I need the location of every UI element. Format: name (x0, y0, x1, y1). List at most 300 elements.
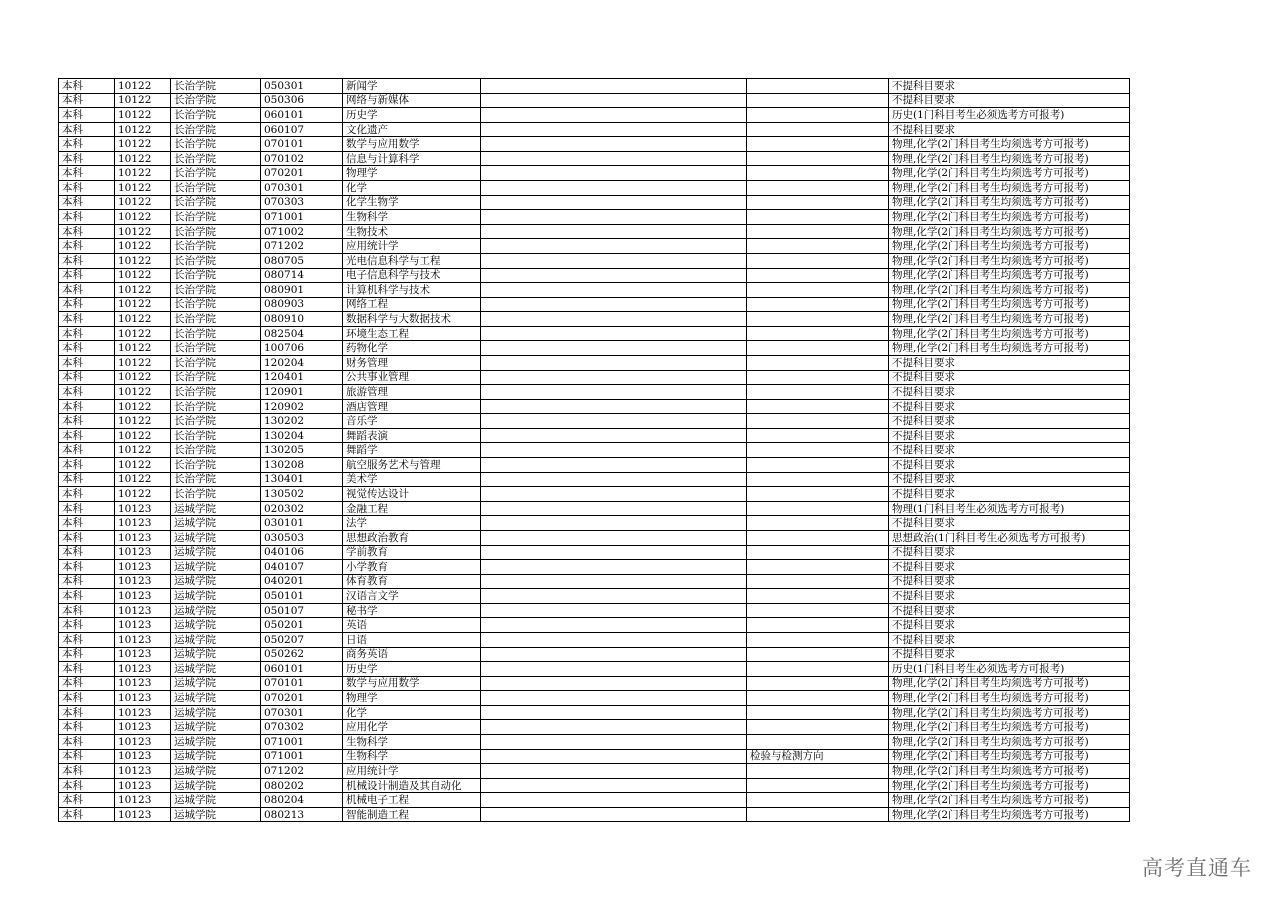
major-name-cell: 化学生物学 (343, 195, 481, 210)
blank-cell (481, 735, 747, 750)
major-code-cell: 070102 (261, 151, 343, 166)
requirement-cell: 不提科目要求 (889, 414, 1130, 429)
direction-cell (747, 181, 889, 196)
school-name-cell: 运城学院 (171, 560, 261, 575)
school-code-cell: 10122 (115, 458, 171, 473)
blank-cell (481, 647, 747, 662)
level-cell: 本科 (59, 151, 115, 166)
direction-cell (747, 662, 889, 677)
major-name-cell: 航空服务艺术与管理 (343, 458, 481, 473)
blank-cell (481, 224, 747, 239)
direction-cell (747, 93, 889, 108)
major-code-cell: 060101 (261, 662, 343, 677)
major-code-cell: 071001 (261, 749, 343, 764)
requirement-cell: 物理,化学(2门科目考生均须选考方可报考) (889, 326, 1130, 341)
school-code-cell: 10122 (115, 268, 171, 283)
table-row (59, 603, 1130, 618)
major-name-cell: 公共事业管理 (343, 370, 481, 385)
blank-cell (481, 764, 747, 779)
level-cell: 本科 (59, 458, 115, 473)
blank-cell (481, 166, 747, 181)
table-row (59, 399, 1130, 414)
direction-cell (747, 268, 889, 283)
table-row (59, 574, 1130, 589)
school-name-cell: 运城学院 (171, 618, 261, 633)
blank-cell (481, 385, 747, 400)
major-code-cell: 050262 (261, 647, 343, 662)
requirement-cell: 不提科目要求 (889, 472, 1130, 487)
table-row (59, 487, 1130, 502)
table-row (59, 210, 1130, 225)
major-code-cell: 120401 (261, 370, 343, 385)
major-name-cell: 汉语言文学 (343, 589, 481, 604)
level-cell: 本科 (59, 647, 115, 662)
major-code-cell: 120204 (261, 355, 343, 370)
direction-cell (747, 807, 889, 822)
level-cell: 本科 (59, 341, 115, 356)
major-name-cell: 应用统计学 (343, 764, 481, 779)
major-name-cell: 应用统计学 (343, 239, 481, 254)
table-row (59, 516, 1130, 531)
blank-cell (481, 268, 747, 283)
school-name-cell: 运城学院 (171, 807, 261, 822)
school-code-cell: 10123 (115, 676, 171, 691)
major-name-cell: 物理学 (343, 691, 481, 706)
requirement-cell: 不提科目要求 (889, 560, 1130, 575)
school-name-cell: 运城学院 (171, 662, 261, 677)
school-name-cell: 长治学院 (171, 297, 261, 312)
school-code-cell: 10122 (115, 297, 171, 312)
direction-cell (747, 297, 889, 312)
school-code-cell: 10123 (115, 720, 171, 735)
level-cell: 本科 (59, 239, 115, 254)
major-name-cell: 生物技术 (343, 224, 481, 239)
school-name-cell: 长治学院 (171, 108, 261, 123)
level-cell: 本科 (59, 691, 115, 706)
direction-cell (747, 122, 889, 137)
blank-cell (481, 691, 747, 706)
level-cell: 本科 (59, 516, 115, 531)
major-name-cell: 金融工程 (343, 501, 481, 516)
blank-cell (481, 210, 747, 225)
blank-cell (481, 93, 747, 108)
major-name-cell: 数学与应用数学 (343, 137, 481, 152)
requirement-cell: 物理,化学(2门科目考生均须选考方可报考) (889, 151, 1130, 166)
major-code-cell: 120902 (261, 399, 343, 414)
table-row (59, 720, 1130, 735)
level-cell: 本科 (59, 210, 115, 225)
major-code-cell: 080910 (261, 312, 343, 327)
school-name-cell: 运城学院 (171, 501, 261, 516)
level-cell: 本科 (59, 297, 115, 312)
major-name-cell: 药物化学 (343, 341, 481, 356)
school-code-cell: 10122 (115, 341, 171, 356)
blank-cell (481, 137, 747, 152)
requirement-cell: 物理,化学(2门科目考生均须选考方可报考) (889, 181, 1130, 196)
direction-cell (747, 647, 889, 662)
major-name-cell: 机械电子工程 (343, 793, 481, 808)
level-cell: 本科 (59, 793, 115, 808)
table-row (59, 735, 1130, 750)
school-code-cell: 10123 (115, 691, 171, 706)
school-code-cell: 10123 (115, 618, 171, 633)
school-name-cell: 长治学院 (171, 253, 261, 268)
level-cell: 本科 (59, 355, 115, 370)
major-name-cell: 酒店管理 (343, 399, 481, 414)
requirement-cell: 物理,化学(2门科目考生均须选考方可报考) (889, 253, 1130, 268)
school-name-cell: 长治学院 (171, 487, 261, 502)
school-name-cell: 运城学院 (171, 603, 261, 618)
school-code-cell: 10122 (115, 79, 171, 94)
requirement-cell: 不提科目要求 (889, 516, 1130, 531)
major-code-cell: 071202 (261, 239, 343, 254)
blank-cell (481, 632, 747, 647)
direction-cell (747, 79, 889, 94)
level-cell: 本科 (59, 326, 115, 341)
major-name-cell: 美术学 (343, 472, 481, 487)
level-cell: 本科 (59, 268, 115, 283)
table-row (59, 428, 1130, 443)
level-cell: 本科 (59, 603, 115, 618)
school-code-cell: 10123 (115, 662, 171, 677)
school-code-cell: 10123 (115, 574, 171, 589)
school-code-cell: 10122 (115, 312, 171, 327)
school-code-cell: 10122 (115, 122, 171, 137)
school-name-cell: 长治学院 (171, 283, 261, 298)
major-name-cell: 生物科学 (343, 735, 481, 750)
direction-cell (747, 326, 889, 341)
blank-cell (481, 195, 747, 210)
school-code-cell: 10122 (115, 283, 171, 298)
level-cell: 本科 (59, 574, 115, 589)
direction-cell (747, 355, 889, 370)
school-code-cell: 10123 (115, 647, 171, 662)
major-name-cell: 体育教育 (343, 574, 481, 589)
school-code-cell: 10123 (115, 764, 171, 779)
direction-cell (747, 501, 889, 516)
school-code-cell: 10122 (115, 385, 171, 400)
table-row (59, 647, 1130, 662)
major-name-cell: 法学 (343, 516, 481, 531)
table-row (59, 793, 1130, 808)
direction-cell (747, 370, 889, 385)
requirement-cell: 不提科目要求 (889, 603, 1130, 618)
school-code-cell: 10122 (115, 399, 171, 414)
level-cell: 本科 (59, 428, 115, 443)
major-code-cell: 060101 (261, 108, 343, 123)
blank-cell (481, 283, 747, 298)
major-code-cell: 130205 (261, 443, 343, 458)
direction-cell (747, 560, 889, 575)
requirement-cell: 不提科目要求 (889, 647, 1130, 662)
school-name-cell: 长治学院 (171, 341, 261, 356)
level-cell: 本科 (59, 807, 115, 822)
requirement-cell: 不提科目要求 (889, 545, 1130, 560)
major-name-cell: 历史学 (343, 108, 481, 123)
blank-cell (481, 545, 747, 560)
major-code-cell: 082504 (261, 326, 343, 341)
major-code-cell: 120901 (261, 385, 343, 400)
school-name-cell: 长治学院 (171, 443, 261, 458)
major-name-cell: 物理学 (343, 166, 481, 181)
major-name-cell: 计算机科学与技术 (343, 283, 481, 298)
table-row (59, 93, 1130, 108)
blank-cell (481, 239, 747, 254)
level-cell: 本科 (59, 414, 115, 429)
major-name-cell: 视觉传达设计 (343, 487, 481, 502)
direction-cell (747, 428, 889, 443)
major-name-cell: 历史学 (343, 662, 481, 677)
table-row (59, 370, 1130, 385)
direction-cell (747, 691, 889, 706)
major-name-cell: 商务英语 (343, 647, 481, 662)
direction-cell (747, 735, 889, 750)
school-name-cell: 长治学院 (171, 414, 261, 429)
school-code-cell: 10123 (115, 735, 171, 750)
major-code-cell: 071002 (261, 224, 343, 239)
school-code-cell: 10122 (115, 487, 171, 502)
school-code-cell: 10122 (115, 428, 171, 443)
requirement-cell: 不提科目要求 (889, 589, 1130, 604)
requirement-cell: 思想政治(1门科目考生必须选考方可报考) (889, 530, 1130, 545)
direction-cell (747, 312, 889, 327)
level-cell: 本科 (59, 618, 115, 633)
blank-cell (481, 253, 747, 268)
blank-cell (481, 603, 747, 618)
direction-cell (747, 589, 889, 604)
table-row (59, 137, 1130, 152)
requirement-cell: 不提科目要求 (889, 93, 1130, 108)
direction-cell (747, 195, 889, 210)
major-code-cell: 050301 (261, 79, 343, 94)
direction-cell (747, 253, 889, 268)
level-cell: 本科 (59, 720, 115, 735)
major-name-cell: 生物科学 (343, 210, 481, 225)
requirement-cell: 物理,化学(2门科目考生均须选考方可报考) (889, 268, 1130, 283)
direction-cell (747, 516, 889, 531)
major-code-cell: 071001 (261, 735, 343, 750)
school-name-cell: 运城学院 (171, 764, 261, 779)
blank-cell (481, 428, 747, 443)
school-name-cell: 运城学院 (171, 749, 261, 764)
table-row (59, 151, 1130, 166)
school-code-cell: 10123 (115, 560, 171, 575)
school-code-cell: 10122 (115, 239, 171, 254)
level-cell: 本科 (59, 545, 115, 560)
direction-cell (747, 778, 889, 793)
school-name-cell: 长治学院 (171, 385, 261, 400)
requirement-cell: 物理,化学(2门科目考生均须选考方可报考) (889, 210, 1130, 225)
major-name-cell: 财务管理 (343, 355, 481, 370)
school-name-cell: 长治学院 (171, 268, 261, 283)
major-name-cell: 数据科学与大数据技术 (343, 312, 481, 327)
table-row (59, 632, 1130, 647)
blank-cell (481, 326, 747, 341)
blank-cell (481, 574, 747, 589)
major-code-cell: 130204 (261, 428, 343, 443)
requirement-cell: 物理,化学(2门科目考生均须选考方可报考) (889, 735, 1130, 750)
major-code-cell: 060107 (261, 122, 343, 137)
table-row (59, 108, 1130, 123)
major-name-cell: 旅游管理 (343, 385, 481, 400)
major-code-cell: 070101 (261, 137, 343, 152)
table-row (59, 530, 1130, 545)
table-row (59, 676, 1130, 691)
table-row (59, 297, 1130, 312)
school-name-cell: 长治学院 (171, 122, 261, 137)
school-code-cell: 10123 (115, 793, 171, 808)
school-name-cell: 长治学院 (171, 312, 261, 327)
blank-cell (481, 720, 747, 735)
requirement-cell: 物理,化学(2门科目考生均须选考方可报考) (889, 297, 1130, 312)
requirement-cell: 物理,化学(2门科目考生均须选考方可报考) (889, 793, 1130, 808)
level-cell: 本科 (59, 399, 115, 414)
school-code-cell: 10123 (115, 778, 171, 793)
direction-cell (747, 443, 889, 458)
school-code-cell: 10122 (115, 326, 171, 341)
major-name-cell: 生物科学 (343, 749, 481, 764)
requirement-cell: 不提科目要求 (889, 458, 1130, 473)
school-code-cell: 10122 (115, 137, 171, 152)
blank-cell (481, 181, 747, 196)
requirement-cell: 物理,化学(2门科目考生均须选考方可报考) (889, 807, 1130, 822)
major-code-cell: 070302 (261, 720, 343, 735)
table-row (59, 268, 1130, 283)
table-row (59, 326, 1130, 341)
requirement-cell: 物理,化学(2门科目考生均须选考方可报考) (889, 195, 1130, 210)
major-code-cell: 080901 (261, 283, 343, 298)
table-row (59, 181, 1130, 196)
major-code-cell: 100706 (261, 341, 343, 356)
major-code-cell: 071202 (261, 764, 343, 779)
school-name-cell: 运城学院 (171, 720, 261, 735)
requirement-cell: 不提科目要求 (889, 370, 1130, 385)
major-code-cell: 080204 (261, 793, 343, 808)
table-row (59, 239, 1130, 254)
major-code-cell: 070101 (261, 676, 343, 691)
major-name-cell: 化学 (343, 705, 481, 720)
school-code-cell: 10123 (115, 589, 171, 604)
level-cell: 本科 (59, 764, 115, 779)
major-name-cell: 英语 (343, 618, 481, 633)
major-name-cell: 化学 (343, 181, 481, 196)
direction-cell (747, 224, 889, 239)
direction-cell (747, 603, 889, 618)
blank-cell (481, 662, 747, 677)
level-cell: 本科 (59, 370, 115, 385)
table-row (59, 195, 1130, 210)
blank-cell (481, 355, 747, 370)
school-code-cell: 10123 (115, 749, 171, 764)
direction-cell (747, 108, 889, 123)
blank-cell (481, 122, 747, 137)
school-name-cell: 长治学院 (171, 79, 261, 94)
level-cell: 本科 (59, 253, 115, 268)
direction-cell (747, 399, 889, 414)
table-row (59, 458, 1130, 473)
major-code-cell: 040106 (261, 545, 343, 560)
table-row (59, 79, 1130, 94)
school-name-cell: 长治学院 (171, 458, 261, 473)
table-row (59, 283, 1130, 298)
school-code-cell: 10123 (115, 632, 171, 647)
table-row (59, 545, 1130, 560)
major-code-cell: 080714 (261, 268, 343, 283)
direction-cell (747, 283, 889, 298)
school-name-cell: 运城学院 (171, 516, 261, 531)
level-cell: 本科 (59, 195, 115, 210)
major-name-cell: 音乐学 (343, 414, 481, 429)
school-name-cell: 长治学院 (171, 195, 261, 210)
requirement-cell: 物理,化学(2门科目考生均须选考方可报考) (889, 676, 1130, 691)
blank-cell (481, 589, 747, 604)
major-name-cell: 光电信息科学与工程 (343, 253, 481, 268)
school-name-cell: 运城学院 (171, 735, 261, 750)
requirement-cell: 历史(1门科目考生必须选考方可报考) (889, 662, 1130, 677)
direction-cell: 检验与检测方向 (747, 749, 889, 764)
major-code-cell: 071001 (261, 210, 343, 225)
direction-cell (747, 166, 889, 181)
direction-cell (747, 341, 889, 356)
major-code-cell: 080213 (261, 807, 343, 822)
school-name-cell: 长治学院 (171, 151, 261, 166)
level-cell: 本科 (59, 93, 115, 108)
major-code-cell: 130401 (261, 472, 343, 487)
school-name-cell: 长治学院 (171, 166, 261, 181)
requirement-cell: 不提科目要求 (889, 487, 1130, 502)
table-row (59, 414, 1130, 429)
major-name-cell: 舞蹈学 (343, 443, 481, 458)
level-cell: 本科 (59, 632, 115, 647)
blank-cell (481, 297, 747, 312)
major-name-cell: 智能制造工程 (343, 807, 481, 822)
blank-cell (481, 749, 747, 764)
requirement-cell: 不提科目要求 (889, 122, 1130, 137)
level-cell: 本科 (59, 676, 115, 691)
table-row (59, 501, 1130, 516)
school-code-cell: 10123 (115, 807, 171, 822)
school-code-cell: 10123 (115, 603, 171, 618)
level-cell: 本科 (59, 472, 115, 487)
blank-cell (481, 414, 747, 429)
requirement-cell: 物理,化学(2门科目考生均须选考方可报考) (889, 691, 1130, 706)
major-code-cell: 050207 (261, 632, 343, 647)
direction-cell (747, 414, 889, 429)
major-name-cell: 应用化学 (343, 720, 481, 735)
level-cell: 本科 (59, 589, 115, 604)
level-cell: 本科 (59, 137, 115, 152)
level-cell: 本科 (59, 778, 115, 793)
major-code-cell: 080705 (261, 253, 343, 268)
major-code-cell: 040107 (261, 560, 343, 575)
direction-cell (747, 472, 889, 487)
major-code-cell: 030503 (261, 530, 343, 545)
major-code-cell: 030101 (261, 516, 343, 531)
requirement-cell: 物理,化学(2门科目考生均须选考方可报考) (889, 166, 1130, 181)
table-row (59, 807, 1130, 822)
requirement-cell: 物理,化学(2门科目考生均须选考方可报考) (889, 137, 1130, 152)
level-cell: 本科 (59, 122, 115, 137)
major-name-cell: 日语 (343, 632, 481, 647)
major-name-cell: 环境生态工程 (343, 326, 481, 341)
requirement-cell: 物理,化学(2门科目考生均须选考方可报考) (889, 312, 1130, 327)
table-row (59, 443, 1130, 458)
school-name-cell: 运城学院 (171, 705, 261, 720)
major-code-cell: 070301 (261, 181, 343, 196)
school-name-cell: 长治学院 (171, 224, 261, 239)
major-name-cell: 学前教育 (343, 545, 481, 560)
table-row (59, 122, 1130, 137)
